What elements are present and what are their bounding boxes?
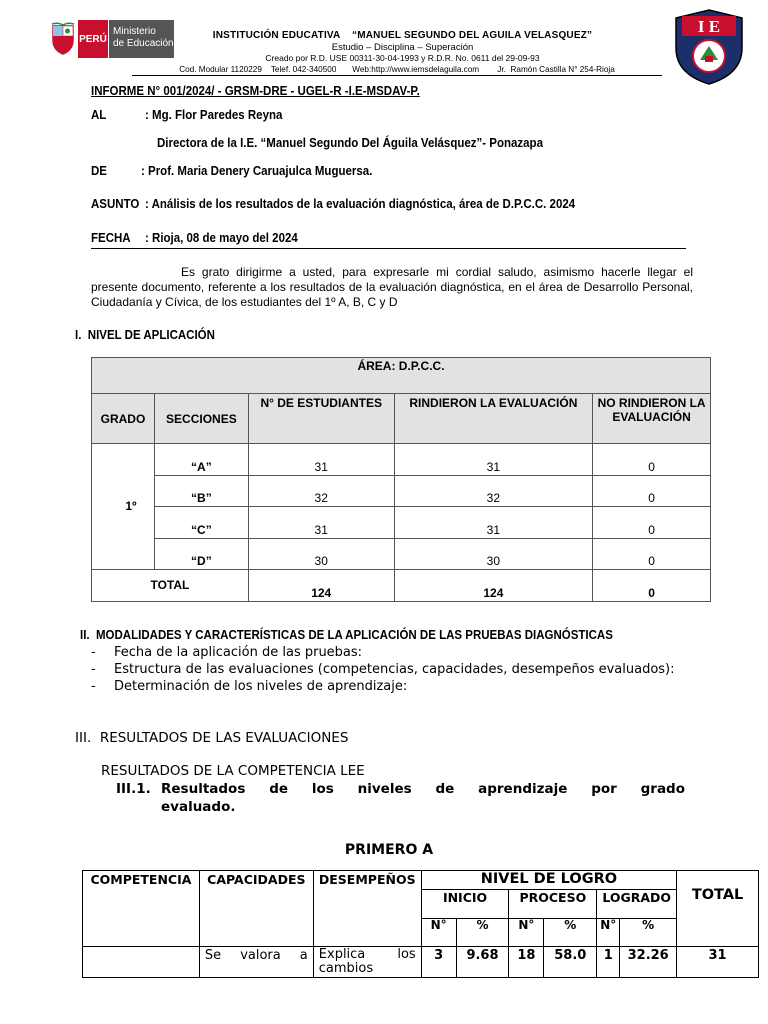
area-header: ÁREA: D.P.C.C. [92,358,711,394]
table-row [83,947,759,978]
estudiantes-cell: 31 [248,507,394,539]
rindieron-cell: 31 [394,507,593,539]
al-role: Directora de la I.E. “Manuel Segundo Del Águila Velásquez”- Ponazapa [157,136,543,150]
rindieron-header: RINDIERON LA EVALUACIÓN [394,394,593,444]
peru-shield-icon [48,20,78,58]
institution-motto: Estudio – Disciplina – Superación [331,42,474,53]
rindieron-cell: 31 [394,444,593,476]
peru-label: PERÚ [78,20,108,58]
total-label: TOTAL [92,570,249,602]
seccion-cell: “B” [154,475,248,507]
secciones-header: SECCIONES [154,394,248,444]
no-rindieron-cell: 0 [593,444,711,476]
logrado-pct-header: % [620,919,677,947]
rindieron-cell: 30 [394,538,593,570]
total-cell: 31 [677,947,759,978]
list-item: - Fecha de la aplicación de las pruebas: [91,645,363,660]
logrado-header: LOGRADO [597,890,677,919]
no-rindieron-header: NO RINDIERON LA EVALUACIÓN [593,394,711,444]
list-item: - Estructura de las evaluaciones (competencias, capacidades, desempeños evaluados): [91,662,675,677]
fecha-label: FECHA [91,231,131,245]
school-badge-icon [672,8,746,86]
seccion-cell: “C” [154,507,248,539]
inicio-header: INICIO [421,890,509,919]
badge-letters: I E [697,17,721,36]
estudiantes-cell: 30 [248,538,394,570]
competencia-header: COMPETENCIA [83,871,200,947]
table-row [92,507,711,539]
institution-contact: Cod. Modular 1120229 Telef. 042-340500 Web:http://www.iemsdelaguila.com Jr. Ramón Castilla N° 254-Rioja [179,65,615,74]
de-label: DE [91,164,107,178]
seccion-cell: “D” [154,538,248,570]
desempeno-line-1: Explica los [318,947,416,962]
total-row [92,570,711,602]
subsection-line-1: Resultados de los niveles de aprendizaje por grado [161,781,685,797]
intro-paragraph: Es grato dirigirme a usted, para expresarle mi cordial saludo, asimismo hacerle llegar el presente documento, referente a los resultados de la evaluación diagnóstica, en el área de Desarrollo Personal, Ciudadanía y Cívica, de los estudiantes del 1º A, B, C y D [91,265,693,309]
inicio-n-header: N° [421,919,456,947]
no-rindieron-cell: 0 [593,475,711,507]
proceso-n-cell: 18 [509,947,544,978]
proceso-pct-header: % [544,919,597,947]
table-row [92,475,711,507]
total-estudiantes: 124 [248,570,394,602]
section-3-title: III. RESULTADOS DE LAS EVALUACIONES [75,730,349,746]
table-row [92,444,711,476]
desempenos-header: DESEMPEÑOS [313,871,421,947]
table-row [92,538,711,570]
proceso-header: PROCESO [509,890,597,919]
minedu-logo [48,20,178,60]
fecha-value: : Rioja, 08 de mayo del 2024 [145,231,298,245]
subsection-3-1 [116,780,685,816]
section-1-title: I. NIVEL DE APLICACIÓN [75,328,215,342]
section-2-title: II. MODALIDADES Y CARACTERÍSTICAS DE LA APLICACIÓN DE LAS PRUEBAS DIAGNÓSTICAS [80,628,613,642]
al-label: AL [91,108,107,122]
logrado-pct-cell: 32.26 [620,947,677,978]
proceso-pct-cell: 58.0 [544,947,597,978]
informe-number: INFORME N° 001/2024/ - GRSM-DRE - UGEL-R -I.E-MSDAV-P. [91,84,420,98]
de-value: : Prof. Maria Denery Caruajulca Muguersa. [141,164,373,178]
rindieron-cell: 32 [394,475,593,507]
total-rindieron: 124 [394,570,593,602]
table-title: PRIMERO A [344,842,434,858]
nivel-logro-header: NIVEL DE LOGRO [421,871,676,890]
ministry-label: Ministerio de Educación [108,20,174,58]
logrado-n-cell: 1 [597,947,620,978]
logrado-n-header: N° [597,919,620,947]
fecha-underline [91,248,686,249]
modalidades-list [91,644,685,695]
asunto-label: ASUNTO [91,197,140,211]
seccion-cell: “A” [154,444,248,476]
inicio-pct-cell: 9.68 [456,947,509,978]
grado-cell: 1º [92,444,155,570]
resultados-table [82,870,759,978]
al-value: : Mg. Flor Paredes Reyna [145,108,283,122]
grado-header: GRADO [92,394,155,444]
desempeno-line-2: cambios [318,961,374,976]
institution-name: INSTITUCIÓN EDUCATIVA “MANUEL SEGUNDO DEL AGUILA VELASQUEZ” [212,30,593,41]
estudiantes-header: N° DE ESTUDIANTES [248,394,394,444]
estudiantes-cell: 32 [248,475,394,507]
capacidades-header: CAPACIDADES [199,871,313,947]
aplicacion-table [91,357,711,602]
capacidad-cell: Se valora a [199,947,313,978]
desempeno-cell [313,947,421,978]
list-item: - Determinación de los niveles de aprendizaje: [91,679,408,694]
competencia-cell [83,947,200,978]
proceso-n-header: N° [509,919,544,947]
estudiantes-cell: 31 [248,444,394,476]
no-rindieron-cell: 0 [593,507,711,539]
no-rindieron-cell: 0 [593,538,711,570]
competencia-title: RESULTADOS DE LA COMPETENCIA LEE [101,763,365,779]
institution-creation: Creado por R.D. USE 00311-30-04-1993 y R.D.R. No. 0611 del 29-09-93 [265,53,540,63]
header-divider [132,75,662,76]
asunto-value: : Análisis de los resultados de la evaluación diagnóstica, área de D.P.C.C. 2024 [145,197,576,211]
total-header: TOTAL [677,871,759,947]
subsection-line-2: evaluado. [161,799,236,815]
inicio-pct-header: % [456,919,509,947]
subsection-number: III.1. [116,781,151,797]
total-no-rindieron: 0 [593,570,711,602]
inicio-n-cell: 3 [421,947,456,978]
